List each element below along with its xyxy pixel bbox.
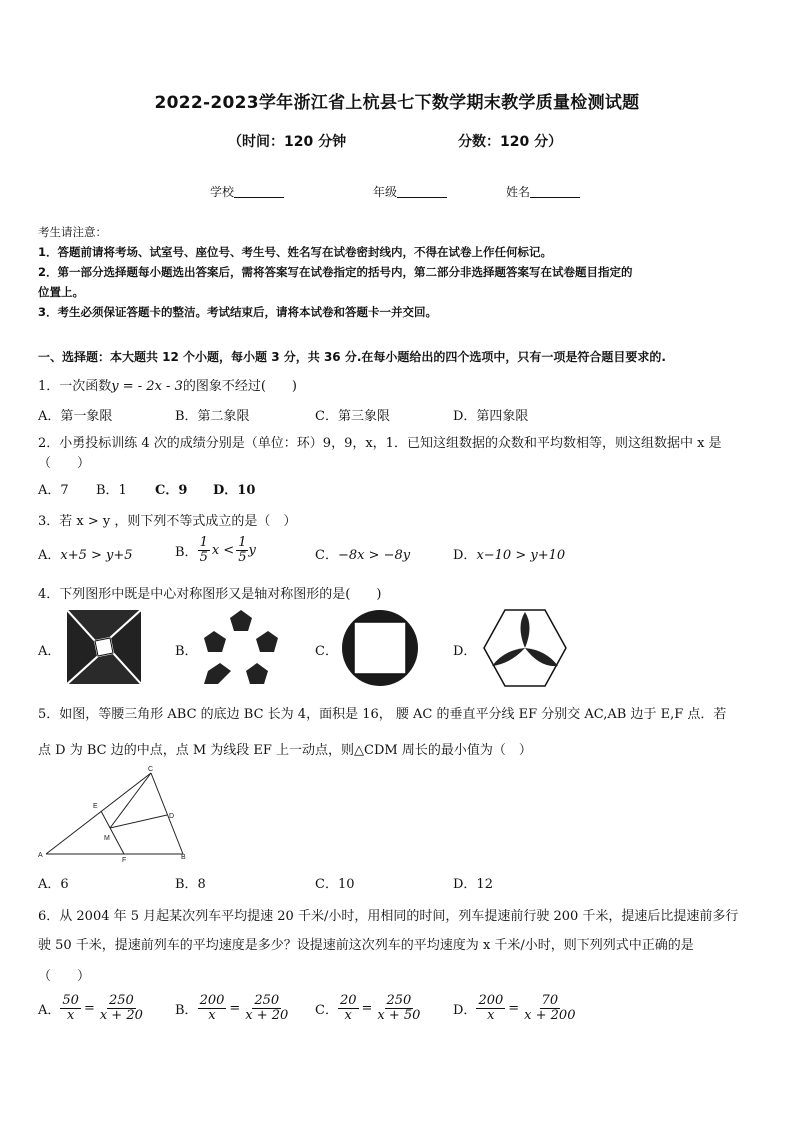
question-5: 5．如图，等腰三角形 ABC 的底边 BC 长为 4，面积是 16， 腰 AC 的垂直平分线 EF 分别交 AC,AB 边于 E,F 点．若 — [38, 707, 727, 722]
q5-option-d[interactable]: D．12 — [453, 877, 493, 892]
label-f: F — [122, 857, 127, 864]
q6-option-d[interactable]: D． $\frac{200}{x}$ = $\frac{70}{x + 200}$ — [453, 993, 576, 1023]
q4-figure-b — [200, 608, 282, 688]
q4-figure-c — [340, 608, 420, 688]
q1-option-b[interactable]: B．第二象限 — [175, 409, 250, 424]
q2-option-a[interactable]: A．7 — [38, 483, 69, 498]
q3-option-d[interactable]: D．x−10 > y+10 — [453, 548, 566, 563]
question-1: 1．一次函数y = - 2x - 3的图象不经过( ) — [38, 379, 297, 394]
question-2-paren: （ ） — [38, 456, 91, 471]
notice-item: 1．答题前请将考场、试室号、座位号、考生号、姓名写在试卷密封线内，不得在试卷上作任何标记。 — [38, 245, 552, 259]
q1-option-a[interactable]: A．第一象限 — [38, 409, 113, 424]
notice-item: 位置上。 — [38, 285, 84, 299]
q2-option-b[interactable]: B．1 — [96, 483, 127, 498]
question-5-cont: 点 D 为 BC 边的中点，点 M 为线段 EF 上一动点，则△CDM 周长的最小值为（ ） — [38, 743, 532, 758]
q4-option-d[interactable]: D． — [453, 644, 477, 659]
q5-triangle-figure — [36, 763, 196, 865]
school-field: 学校 — [210, 183, 284, 200]
q3-option-b[interactable]: B． $\frac{1}{5}$ x < $\frac{1}{5}$ y — [175, 535, 256, 565]
q4-option-b[interactable]: B． — [175, 644, 198, 659]
question-2: 2．小勇投标训练 4 次的成绩分别是（单位：环）9，9，x，1．已知这组数据的众数和平均数相等，则这组数据中 x 是 — [38, 436, 722, 451]
label-m: M — [104, 835, 110, 842]
q5-option-c[interactable]: C．10 — [315, 877, 355, 892]
q1-option-d[interactable]: D．第四象限 — [453, 409, 529, 424]
q4-figure-d — [482, 608, 568, 688]
page-title: 2022-2023学年浙江省上杭县七下数学期末教学质量检测试题 — [154, 93, 640, 113]
q2-option-d[interactable]: D．10 — [213, 483, 256, 498]
q2-option-c[interactable]: C．9 — [155, 483, 188, 498]
name-field: 姓名 — [506, 183, 580, 200]
question-6: 6．从 2004 年 5 月起某次列车平均提速 20 千米/小时，用相同的时间，列车提速前行驶 200 千米，提速后比提速前多行 — [38, 909, 739, 924]
section-heading: 一、选择题：本大题共 12 个小题，每小题 3 分，共 36 分.在每小题给出的四个选项中，只有一项是符合题目要求的. — [38, 350, 666, 364]
q4-figure-a — [65, 608, 143, 686]
question-6-cont: 驶 50 千米，提速前列车的平均速度是多少？设提速前这次列车的平均速度为 x 千米/小时，则下列列式中正确的是 — [38, 938, 694, 953]
q1-equation: y = - 2x - 3 — [111, 379, 183, 394]
label-d: D — [169, 813, 175, 820]
q6-option-c[interactable]: C． $\frac{20}{x}$ = $\frac{250}{x + 50}$ — [315, 993, 421, 1023]
label-c: C — [148, 766, 154, 773]
q6-option-a[interactable]: A． $\frac{50}{x}$ = $\frac{250}{x + 20}$ — [38, 993, 143, 1023]
q4-option-c[interactable]: C． — [315, 644, 338, 659]
q1-option-c[interactable]: C．第三象限 — [315, 409, 390, 424]
q5-option-b[interactable]: B．8 — [175, 877, 206, 892]
question-3: 3．若 x > y ，则下列不等式成立的是（ ） — [38, 514, 297, 529]
q6-option-b[interactable]: B． $\frac{200}{x}$ = $\frac{250}{x + 20}$ — [175, 993, 289, 1023]
exam-time: （时间：120 分钟 — [228, 134, 347, 150]
notice-item: 3．考生必须保证答题卡的整洁。考试结束后，请将本试卷和答题卡一并交回。 — [38, 305, 437, 319]
exam-score: 分数：120 分） — [458, 134, 563, 150]
q5-option-a[interactable]: A．6 — [38, 877, 69, 892]
question-4: 4．下列图形中既是中心对称图形又是轴对称图形的是( ) — [38, 587, 382, 602]
notice-item: 2．第一部分选择题每小题选出答案后，需将答案写在试卷指定的括号内，第二部分非选择题答案写在试卷题目指定的 — [38, 265, 633, 279]
label-b: B — [181, 854, 186, 861]
question-6-paren: （ ） — [38, 969, 91, 984]
grade-field: 年级 — [373, 183, 447, 200]
q3-option-a[interactable]: A．x+5 > y+5 — [38, 548, 133, 563]
label-e: E — [93, 803, 98, 810]
q4-option-a[interactable]: A． — [38, 644, 61, 659]
notice-block — [38, 222, 758, 322]
label-a: A — [38, 852, 43, 859]
q3-option-c[interactable]: C．−8x > −8y — [315, 548, 411, 563]
notice-heading: 考生请注意： — [38, 225, 107, 239]
